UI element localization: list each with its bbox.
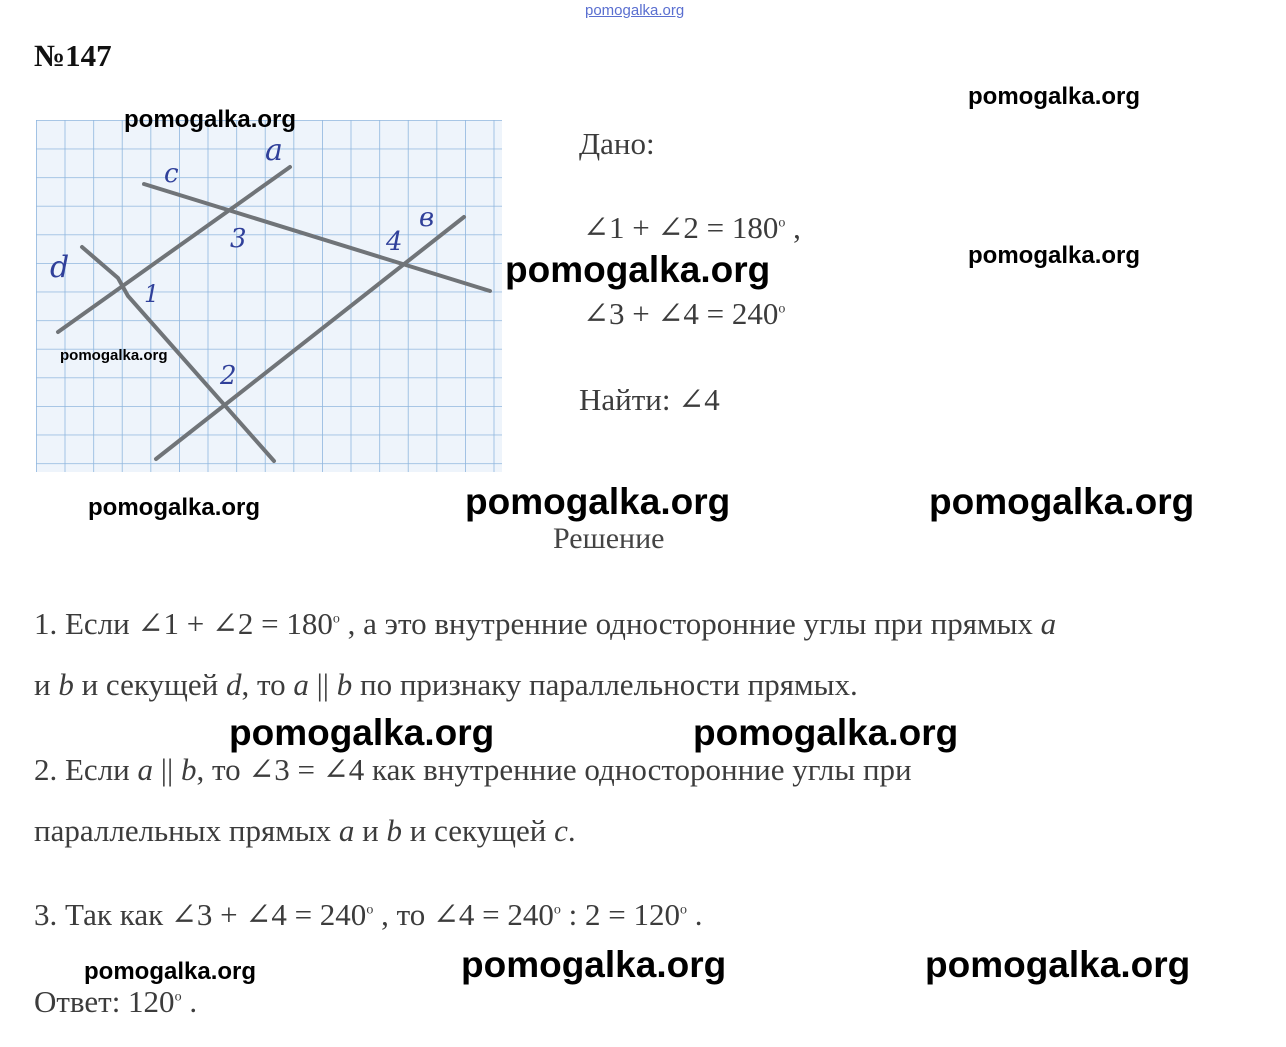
watermark: pomogalka.org [968,83,1141,110]
label-3: 3 [230,224,247,254]
step-2-line-1: 2. Если a || b, то ∠3 = ∠4 как внутренние односторонние углы при [34,752,912,787]
watermark: pomogalka.org [124,106,297,133]
watermark: pomogalka.org [465,481,731,522]
watermark: pomogalka.org [84,958,257,985]
watermark: pomogalka.org [693,712,959,753]
watermark: pomogalka.org [925,944,1191,985]
label-4: 4 [386,227,403,257]
find-line: Найти: ∠4 [579,382,720,417]
step-3: 3. Так как ∠3 + ∠4 = $240^o$ , то ∠4 = $240^o$ : $2 = 120^o$ . [34,897,703,932]
watermark: pomogalka.org [505,249,771,290]
label-a: a [265,133,283,168]
watermark: pomogalka.org [60,347,168,364]
watermark: pomogalka.org [461,944,727,985]
site-link[interactable]: pomogalka.org [585,2,685,19]
given-line-2: ∠3 + ∠4 = $240^o$ [583,296,786,331]
label-d: d [50,250,70,285]
label-c: c [164,159,179,189]
answer: Ответ: 120$^o$ . [34,984,198,1019]
given-line-1: ∠1 + ∠2 = $180^o$ , [583,210,801,245]
step-1-line-2: и b и секущей d, то a || b по признаку параллельности прямых. [34,667,858,702]
watermark: pomogalka.org [929,481,1195,522]
watermark: pomogalka.org [88,494,261,521]
figure-drawing [36,120,502,472]
watermark: pomogalka.org [229,712,495,753]
task-number: №147 [34,38,112,73]
label-2: 2 [220,361,237,391]
geometry-figure [36,120,502,472]
label-1: 1 [144,280,160,308]
given-title: Дано: [579,126,655,161]
watermark: pomogalka.org [968,242,1141,269]
solution-title: Решение [553,522,665,555]
label-b: в [419,203,435,233]
step-2-line-2: параллельных прямых a и b и секущей c. [34,813,576,848]
step-1-line-1: 1. Если ∠1 + ∠2 = $180^o$ , а это внутренние односторонние углы при прямых a [34,606,1057,641]
